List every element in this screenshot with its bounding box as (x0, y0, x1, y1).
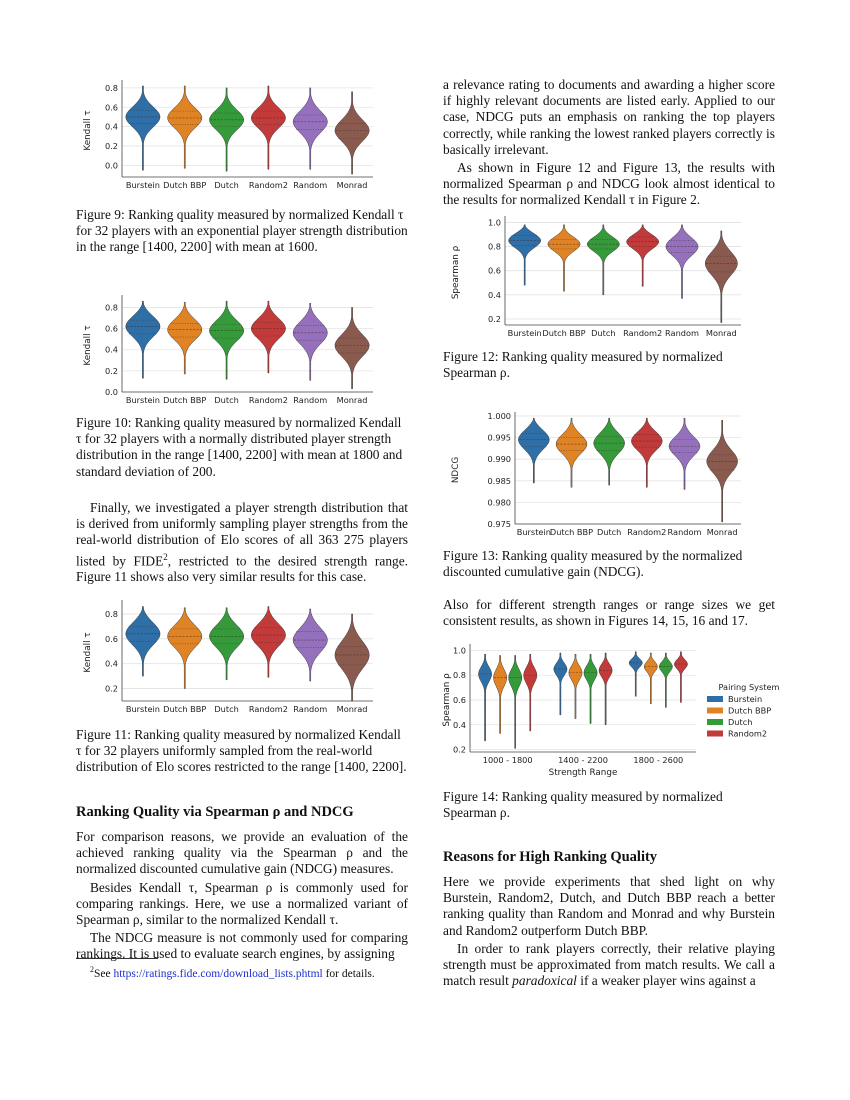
x-tick-label: Random2 (248, 704, 288, 714)
x-tick-label: Monrad (705, 328, 737, 338)
violin-dutch-bbp (556, 418, 587, 487)
fide-paragraph (76, 500, 408, 585)
paragraph-ndcg: The NDCG measure is not commonly used for comparing rankings. It is used to evaluate search engines, by assigning (76, 930, 408, 962)
violin-burstein (554, 653, 567, 715)
violin-random2 (674, 652, 687, 703)
x-tick-label: Burstein (125, 395, 160, 405)
x-tick-label: 1400 - 2200 (558, 755, 608, 765)
x-tick-label: Monrad (336, 395, 368, 405)
x-tick-label: Dutch (591, 328, 616, 338)
legend-label: Random2 (728, 728, 768, 739)
violin-dutch-bbp (168, 86, 202, 168)
x-tick-label: Random2 (627, 527, 667, 537)
violin-burstein (126, 606, 160, 676)
paragraph-comparison: For comparison reasons, we provide an evaluation of the achieved ranking quality via the Spearman ρ and the normalized discounted cumulative gain (NDCG) measures. (76, 829, 408, 877)
y-tick-label: 0.990 (487, 454, 511, 465)
footnote-block (76, 958, 408, 981)
violin-dutch (587, 225, 619, 295)
y-tick-label: 0.8 (104, 302, 118, 313)
term-paradoxical: paradoxical (512, 973, 577, 989)
y-tick-label: 0.4 (104, 121, 118, 132)
paragraph-shown: As shown in Figure 12 and Figure 13, the results with normalized Spearman ρ and NDCG look almost identical to the results for normalized Kendall τ in Figure 2. (443, 160, 775, 208)
x-tick-label: Dutch BBP (163, 180, 207, 190)
x-tick-label: Burstein (125, 704, 160, 714)
violin-dutch (209, 301, 243, 379)
violin-random (293, 88, 327, 169)
y-axis-label: NDCG (451, 456, 461, 484)
figure-14-chart (442, 640, 780, 780)
y-axis-label: Kendall τ (83, 632, 93, 673)
y-tick-label: 0.4 (487, 289, 501, 300)
y-tick-label: 0.980 (487, 497, 511, 508)
figure-10-chart (78, 291, 410, 406)
violin-burstein (126, 301, 160, 378)
figure-12-chart (445, 212, 777, 340)
spearman-section (76, 804, 408, 963)
x-tick-label: Dutch BBP (163, 704, 207, 714)
y-tick-label: 0.2 (104, 365, 118, 376)
fide-text-a: Finally, we investigated a player strength distribution that is derived from uniformly sampling player strengths from the real-world distribution of Elo scores of all 363 275 players listed by FIDE (76, 500, 408, 569)
x-tick-label: Dutch BBP (163, 395, 207, 405)
figure-13-caption: Figure 13: Ranking quality measured by the normalized discounted cumulative gain (NDCG). (443, 548, 743, 580)
y-tick-label: 0.8 (452, 670, 466, 681)
figure-12 (445, 212, 777, 340)
violin-random2 (631, 418, 662, 487)
violin-dutch (584, 654, 597, 723)
footnote-rule (76, 958, 158, 959)
figure-14-caption: Figure 14: Ranking quality measured by normalized Spearman ρ. (443, 789, 723, 821)
y-tick-label: 0.2 (452, 744, 466, 755)
x-tick-label: Random (665, 328, 699, 338)
y-tick-label: 0.975 (487, 519, 511, 529)
violin-dutch (209, 88, 243, 171)
fide-text-b: , restricted to the desired strength range. Figure 11 shows also very similar results for this case. (76, 553, 409, 585)
y-axis-label: Spearman ρ (442, 673, 452, 727)
violin-dutch (509, 655, 522, 748)
violin-random (293, 303, 327, 380)
legend-label: Dutch BBP (728, 705, 772, 716)
paragraph-reasons: Here we provide experiments that shed light on why Burstein, Random2, Dutch, and Dutch BBP reach a better ranking quality than Random and Monrad and why Burstein and Random2 outperform Dutch BBP. (443, 874, 775, 938)
legend-label: Dutch (728, 717, 753, 727)
figure-13-caption-block (443, 548, 775, 580)
figure-9-chart (78, 76, 410, 201)
figure-10-caption-block (76, 415, 408, 480)
x-tick-label: Random2 (623, 328, 663, 338)
y-tick-label: 1.0 (487, 217, 501, 228)
violin-monrad (707, 420, 738, 522)
violin-burstein (518, 418, 549, 483)
figure-10-caption: Figure 10: Ranking quality measured by normalized Kendall τ for 32 players with a normally distributed player strength distribution in the range [1400, 2200] with mean at 1800 and standard deviation of 200. (76, 415, 403, 479)
y-tick-label: 0.6 (104, 102, 118, 113)
x-tick-label: 1000 - 1800 (482, 755, 533, 765)
figure-12-caption: Figure 12: Ranking quality measured by normalized Spearman ρ. (443, 349, 723, 381)
reasons-section (443, 849, 775, 989)
x-tick-label: Dutch (214, 395, 239, 405)
violin-burstein (126, 86, 160, 170)
x-tick-label: Monrad (706, 527, 738, 537)
y-tick-label: 0.4 (104, 344, 118, 355)
violin-monrad (335, 92, 369, 174)
y-tick-label: 0.4 (452, 719, 466, 730)
x-tick-label: Random2 (248, 395, 288, 405)
x-tick-label: Random (293, 180, 328, 190)
y-tick-label: 0.6 (104, 633, 118, 644)
y-tick-label: 0.995 (487, 432, 511, 443)
x-axis-label: Strength Range (548, 768, 618, 778)
violin-random (669, 418, 700, 489)
figure-11-caption-block (76, 727, 408, 776)
violin-burstein (629, 652, 642, 697)
x-tick-label: Burstein (125, 180, 160, 190)
fide-paragraph-block (76, 500, 408, 585)
violin-monrad (705, 231, 737, 323)
paragraph-paradoxical: In order to rank players correctly, their relative playing strength must be approximated from match results. We call a match result paradoxical if a weaker player wins against a (443, 940, 775, 989)
x-tick-label: Burstein (516, 527, 551, 537)
legend-swatch (707, 708, 723, 714)
y-tick-label: 0.2 (104, 141, 118, 151)
x-tick-label: Dutch (596, 527, 622, 537)
figure-9-caption-block (76, 207, 408, 256)
paragraph-spearman: Besides Kendall τ, Spearman ρ is commonly used for comparing rankings. Here, we use a normalized variant of Spearman ρ, similar to the normalized Kendall τ. (76, 879, 408, 928)
violin-dutch (594, 418, 625, 485)
violin-random2 (251, 606, 285, 677)
paragraph-ranges: Also for different strength ranges or range sizes we get consistent results, as shown in Figures 14, 15, 16 and 17. (443, 597, 775, 629)
violin-burstein (509, 225, 541, 285)
legend-swatch (707, 731, 723, 737)
y-tick-label: 0.8 (104, 82, 118, 93)
x-tick-label: Dutch BBP (542, 328, 586, 338)
figure-11 (78, 596, 410, 716)
figure-12-caption-block (443, 349, 775, 381)
x-tick-label: 1800 - 2600 (633, 755, 684, 765)
figure-14 (442, 640, 780, 780)
y-tick-label: 0.0 (104, 387, 118, 397)
ndcg-paragraph-block (443, 77, 775, 209)
x-tick-label: Random (293, 704, 328, 714)
figure-11-caption: Figure 11: Ranking quality measured by normalized Kendall τ for 32 players uniformly sampled from the real-world distribution of Elo scores restricted to the range [1400, 2200]. (76, 727, 407, 775)
violin-random (666, 225, 698, 299)
violin-random2 (627, 225, 659, 287)
violin-random2 (599, 653, 612, 725)
y-tick-label: 0.8 (487, 241, 501, 252)
violin-dutch (659, 653, 672, 707)
y-tick-label: 0.4 (104, 658, 118, 669)
section-heading-reasons: Reasons for High Ranking Quality (443, 849, 658, 865)
y-tick-label: 0.0 (104, 160, 118, 171)
y-tick-label: 1.000 (487, 411, 511, 421)
fide-download-link[interactable]: https://ratings.fide.com/download_lists.phtml (113, 967, 323, 980)
violin-dutch-bbp (168, 302, 202, 374)
figure-14-caption-block (443, 789, 775, 821)
y-tick-label: 0.2 (487, 313, 501, 324)
legend-label: Burstein (728, 694, 763, 704)
violin-monrad (335, 307, 369, 388)
figure-10 (78, 291, 410, 406)
violin-random (293, 609, 327, 681)
violin-dutch-bbp (494, 655, 507, 733)
violin-dutch (209, 608, 243, 680)
y-tick-label: 0.8 (104, 608, 118, 619)
section-heading-spearman: Ranking Quality via Spearman ρ and NDCG (76, 804, 354, 820)
y-tick-label: 0.6 (452, 695, 466, 705)
y-tick-label: 0.985 (487, 475, 511, 486)
footnote-marker[interactable]: 2 (163, 551, 168, 562)
x-tick-label: Dutch BBP (549, 527, 594, 537)
violin-random2 (524, 654, 537, 731)
x-tick-label: Monrad (336, 180, 368, 190)
figure-9 (78, 76, 410, 201)
violin-dutch-bbp (548, 225, 580, 291)
legend-title: Pairing System (718, 682, 780, 692)
legend-swatch (707, 696, 723, 702)
violin-random2 (251, 86, 285, 169)
paragraph-relevance: a relevance rating to documents and awarding a higher score if highly relevant documents are listed early. Applied to our case, NDCG puts an emphasis on ranking the top players correctly, while ranking the lowest ranked players correctly is basically irrelevant. (443, 77, 775, 157)
figure-13-chart (445, 410, 777, 536)
x-tick-label: Dutch (214, 704, 239, 714)
violin-dutch-bbp (168, 608, 202, 689)
x-tick-label: Random (667, 527, 702, 537)
violin-random2 (251, 301, 285, 373)
ranges-paragraph-block (443, 597, 775, 629)
figure-9-caption: Figure 9: Ranking quality measured by normalized Kendall τ for 32 players with an exponential player strength distribution in the range [1400, 2200] with mean at 1600. (76, 207, 408, 255)
y-tick-label: 0.6 (487, 265, 501, 276)
x-tick-label: Random2 (248, 180, 288, 190)
y-tick-label: 1.0 (452, 645, 466, 656)
y-axis-label: Spearman ρ (451, 245, 461, 300)
violin-burstein (478, 654, 491, 741)
y-tick-label: 0.2 (104, 683, 118, 694)
figure-13 (445, 410, 777, 536)
violin-dutch-bbp (644, 653, 657, 704)
violin-monrad (335, 614, 369, 701)
x-tick-label: Random (293, 395, 328, 405)
y-tick-label: 0.6 (104, 323, 118, 334)
legend-swatch (707, 719, 723, 725)
figure-11-chart (78, 596, 410, 716)
x-tick-label: Burstein (507, 328, 542, 338)
x-tick-label: Dutch (214, 180, 239, 190)
footnote: $^2$See https://ratings.fide.com/download_lists.phtml for details. (90, 965, 375, 980)
x-tick-label: Monrad (336, 704, 368, 714)
y-axis-label: Kendall τ (83, 110, 93, 151)
violin-dutch-bbp (569, 654, 582, 718)
y-axis-label: Kendall τ (83, 325, 93, 366)
